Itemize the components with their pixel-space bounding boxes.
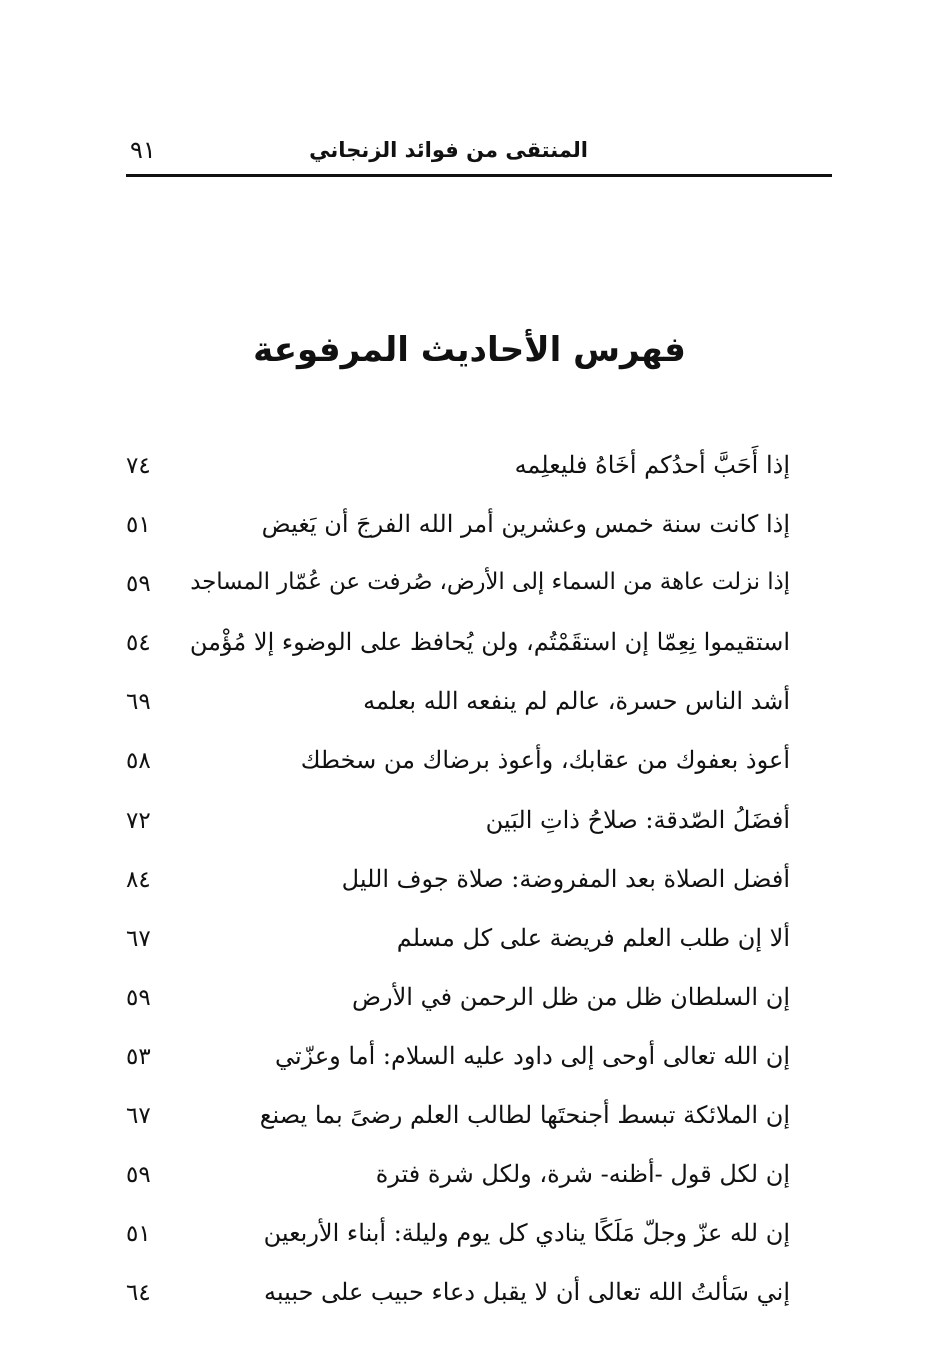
page-number: ٩١ [130,136,156,164]
hadith-text: إن لله عزّ وجلّ مَلَكًا ينادي كل يوم وليلة: أبناء الأربعين [263,1219,790,1248]
index-entry [118,1034,790,1093]
hadith-text: إن الله تعالى أوحى إلى داود عليه السلام: أما وعزّتي [274,1041,790,1070]
index-entry [118,679,790,738]
running-header [126,132,832,172]
hadith-text: إني سَألتُ الله تعالى أن لا يقبل دعاء حبيب على حبيبه [263,1278,790,1307]
index-entry [118,916,790,975]
index-entry [118,620,790,679]
index-entry [118,738,790,797]
hadith-page-ref: ٧٤ [126,453,151,479]
index-entry [118,1270,790,1329]
hadith-text: أفضَلُ الصّدقة: صلاحُ ذاتِ البَين [485,805,790,834]
hadith-text: ألا إن طلب العلم فريضة على كل مسلم [396,923,790,952]
index-entry [118,1152,790,1211]
hadith-text: أعوذ بعفوك من عقابك، وأعوذ برضاك من سخطك [300,746,790,775]
hadith-page-ref: ٦٧ [126,1103,151,1130]
header-divider [126,174,832,177]
hadith-text: إن الملائكة تبسط أجنحتَها لطالب العلم رضىً بما يصنع [259,1101,790,1130]
index-entry [118,443,790,502]
index-entry [118,1211,790,1270]
hadith-page-ref: ٦٧ [126,925,151,952]
hadith-page-ref: ٥٩ [126,1162,151,1189]
hadith-text: إذا نزلت عاهة من السماء إلى الأرض، صُرفت عن عُمّار المساجد [190,569,790,596]
hadith-text: أشد الناس حسرة، عالم لم ينفعه الله بعلمه [363,687,790,716]
hadith-page-ref: ٥١ [126,512,151,539]
hadith-page-ref: ٥٤ [126,630,151,657]
hadith-page-ref: ٥٨ [126,748,151,775]
index-entry [118,857,790,916]
index-entry [118,502,790,561]
hadith-index-list [118,443,790,1329]
hadith-text: إن لكل قول -أظنه- شرة، ولكل شرة فترة [375,1160,790,1189]
hadith-text: إذا كانت سنة خمس وعشرين أمر الله الفرجَ أن يَغيض [261,510,790,539]
hadith-text: إذا أَحَبَّ أحدُكم أخَاهُ فليعلِمه [514,451,790,479]
index-entry [118,798,790,857]
hadith-text: استقيموا نِعِمّا إن استقَمْتُم، ولن يُحافظ على الوضوء إلا مُؤْمن [189,628,790,657]
index-entry [118,561,790,620]
running-title: المنتقى من فوائد الزنجاني [309,138,588,162]
index-entry [118,975,790,1034]
hadith-page-ref: ٥٩ [126,984,151,1011]
hadith-page-ref: ٥٩ [126,571,151,598]
index-title: فهرس الأحاديث المرفوعة [253,330,686,370]
hadith-text: إن السلطان ظل من ظل الرحمن في الأرض [352,982,790,1011]
hadith-page-ref: ٥٣ [126,1043,151,1070]
hadith-page-ref: ٦٤ [126,1280,151,1307]
index-entry [118,1093,790,1152]
hadith-text: أفضل الصلاة بعد المفروضة: صلاة جوف الليل [341,864,790,893]
hadith-page-ref: ٦٩ [126,689,151,716]
hadith-page-ref: ٨٤ [126,866,151,893]
hadith-page-ref: ٧٢ [126,807,151,834]
hadith-page-ref: ٥١ [126,1221,151,1248]
